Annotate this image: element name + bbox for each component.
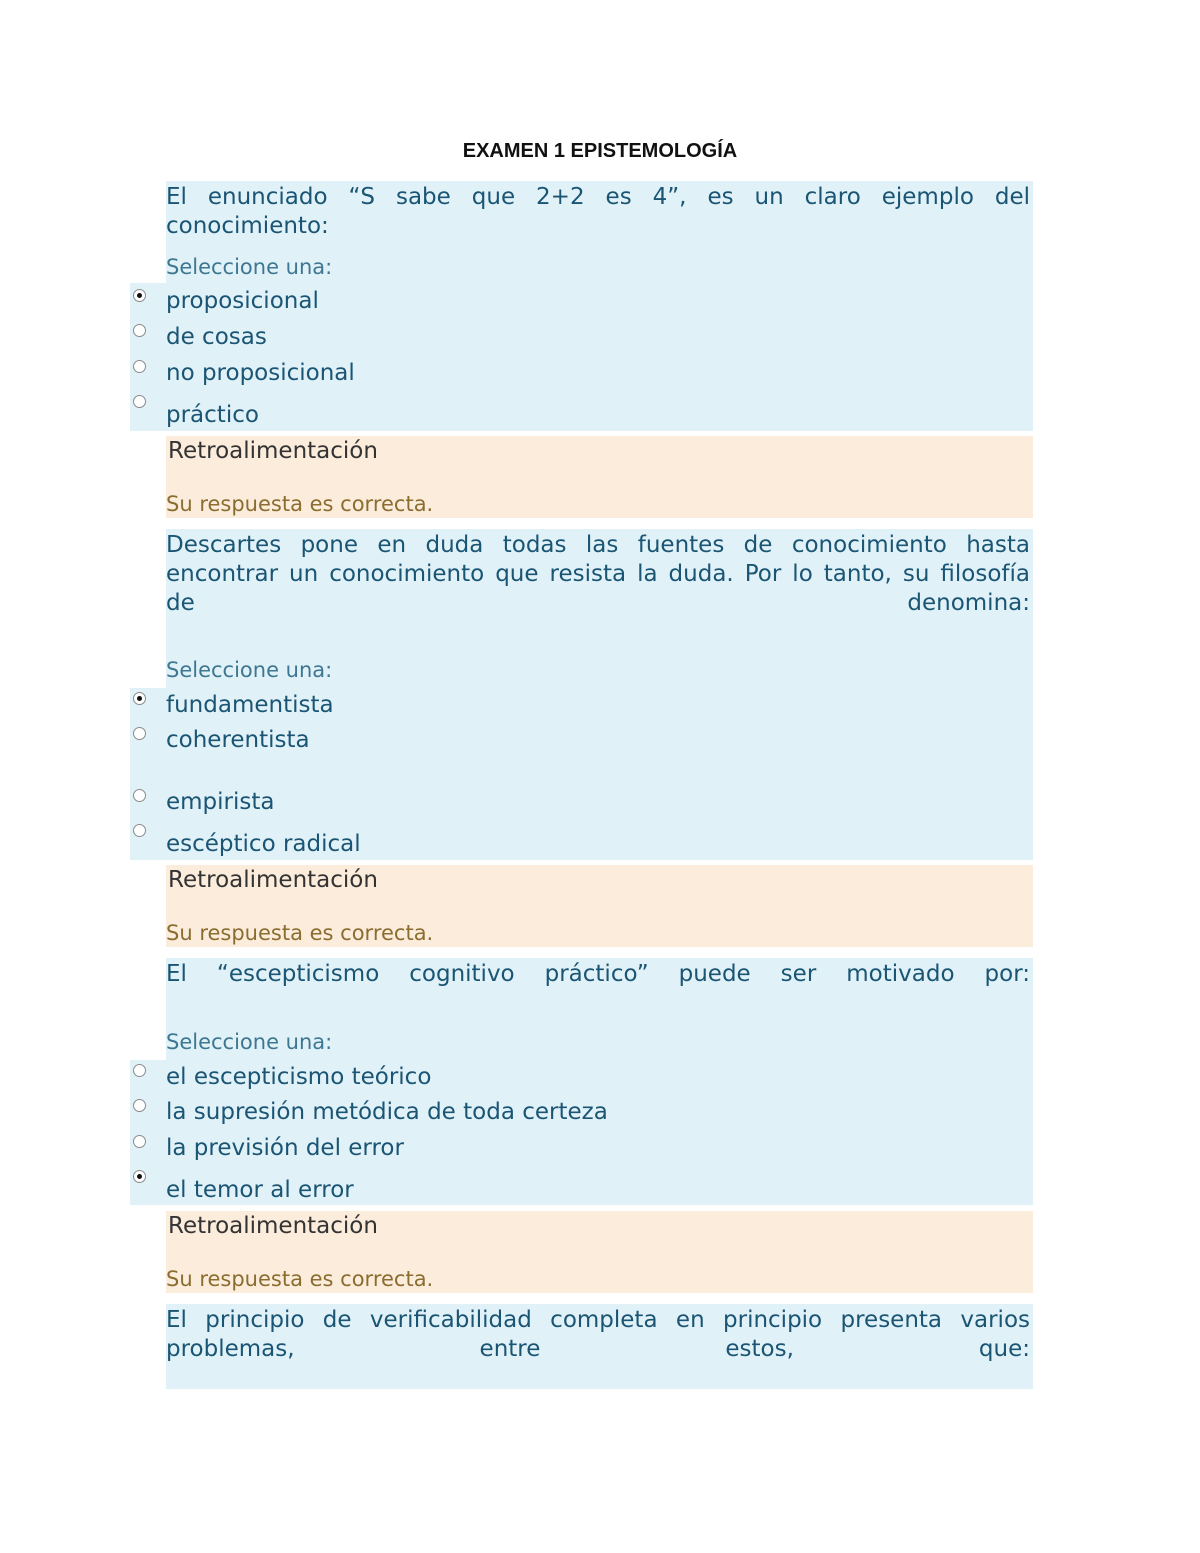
feedback-text: Su respuesta es correcta. bbox=[166, 1267, 434, 1291]
option-label: la supresión metódica de toda certeza bbox=[166, 1099, 608, 1125]
option-label: coherentista bbox=[166, 727, 310, 753]
radio-option-empirista[interactable] bbox=[133, 789, 146, 802]
question-line: Descartes pone en duda todas las fuentes de conocimiento hasta bbox=[166, 532, 1030, 558]
feedback-title: Retroalimentación bbox=[168, 438, 378, 464]
feedback-box bbox=[166, 436, 1033, 518]
document-title: EXAMEN 1 EPISTEMOLOGÍA bbox=[462, 140, 738, 162]
option-label: práctico bbox=[166, 402, 259, 428]
question-line: de denomina: bbox=[166, 590, 1030, 616]
question-text bbox=[166, 531, 1030, 618]
feedback-box bbox=[166, 1211, 1033, 1293]
radio-option-practico[interactable] bbox=[133, 395, 146, 408]
feedback-title: Retroalimentación bbox=[168, 1213, 378, 1239]
feedback-text: Su respuesta es correcta. bbox=[166, 921, 434, 945]
select-prompt: Seleccione una: bbox=[166, 255, 333, 279]
feedback-title: Retroalimentación bbox=[168, 867, 378, 893]
radio-option-coherentista[interactable] bbox=[133, 727, 146, 740]
question-line: conocimiento: bbox=[166, 213, 329, 239]
option-label: escéptico radical bbox=[166, 831, 361, 857]
question-text bbox=[166, 1306, 1030, 1364]
option-label: el escepticismo teórico bbox=[166, 1064, 432, 1090]
option-label: proposicional bbox=[166, 288, 319, 314]
select-prompt: Seleccione una: bbox=[166, 1030, 333, 1054]
question-text bbox=[166, 183, 1030, 241]
select-prompt: Seleccione una: bbox=[166, 658, 333, 682]
radio-option-escepticismo-teorico[interactable] bbox=[133, 1064, 146, 1077]
radio-option-supresion-metodica[interactable] bbox=[133, 1099, 146, 1112]
question-line: El enunciado “S sabe que 2+2 es 4”, es un claro ejemplo del bbox=[166, 184, 1030, 210]
option-label: no proposicional bbox=[166, 360, 355, 386]
feedback-box bbox=[166, 865, 1033, 947]
option-label: de cosas bbox=[166, 324, 267, 350]
question-text bbox=[166, 960, 1030, 989]
question-line: El “escepticismo cognitivo práctico” puede ser motivado por: bbox=[166, 961, 1030, 987]
feedback-text: Su respuesta es correcta. bbox=[166, 492, 434, 516]
question-4 bbox=[166, 1304, 1033, 1389]
question-line: El principio de verificabilidad completa en principio presenta varios bbox=[166, 1307, 1030, 1333]
radio-option-de-cosas[interactable] bbox=[133, 324, 146, 337]
radio-option-fundamentista[interactable] bbox=[133, 692, 146, 705]
radio-option-prevision-del-error[interactable] bbox=[133, 1135, 146, 1148]
option-label: el temor al error bbox=[166, 1177, 354, 1203]
option-label: la previsión del error bbox=[166, 1135, 404, 1161]
question-line: encontrar un conocimiento que resista la duda. Por lo tanto, su filosofía bbox=[166, 561, 1030, 587]
option-label: fundamentista bbox=[166, 692, 334, 718]
option-label: empirista bbox=[166, 789, 275, 815]
option-strip bbox=[130, 283, 166, 431]
radio-option-temor-al-error[interactable] bbox=[133, 1170, 146, 1183]
question-line: problemas, entre estos, que: bbox=[166, 1336, 1030, 1362]
radio-option-no-proposicional[interactable] bbox=[133, 360, 146, 373]
option-strip bbox=[130, 1060, 166, 1205]
radio-option-proposicional[interactable] bbox=[133, 289, 146, 302]
radio-option-esceptico-radical[interactable] bbox=[133, 824, 146, 837]
